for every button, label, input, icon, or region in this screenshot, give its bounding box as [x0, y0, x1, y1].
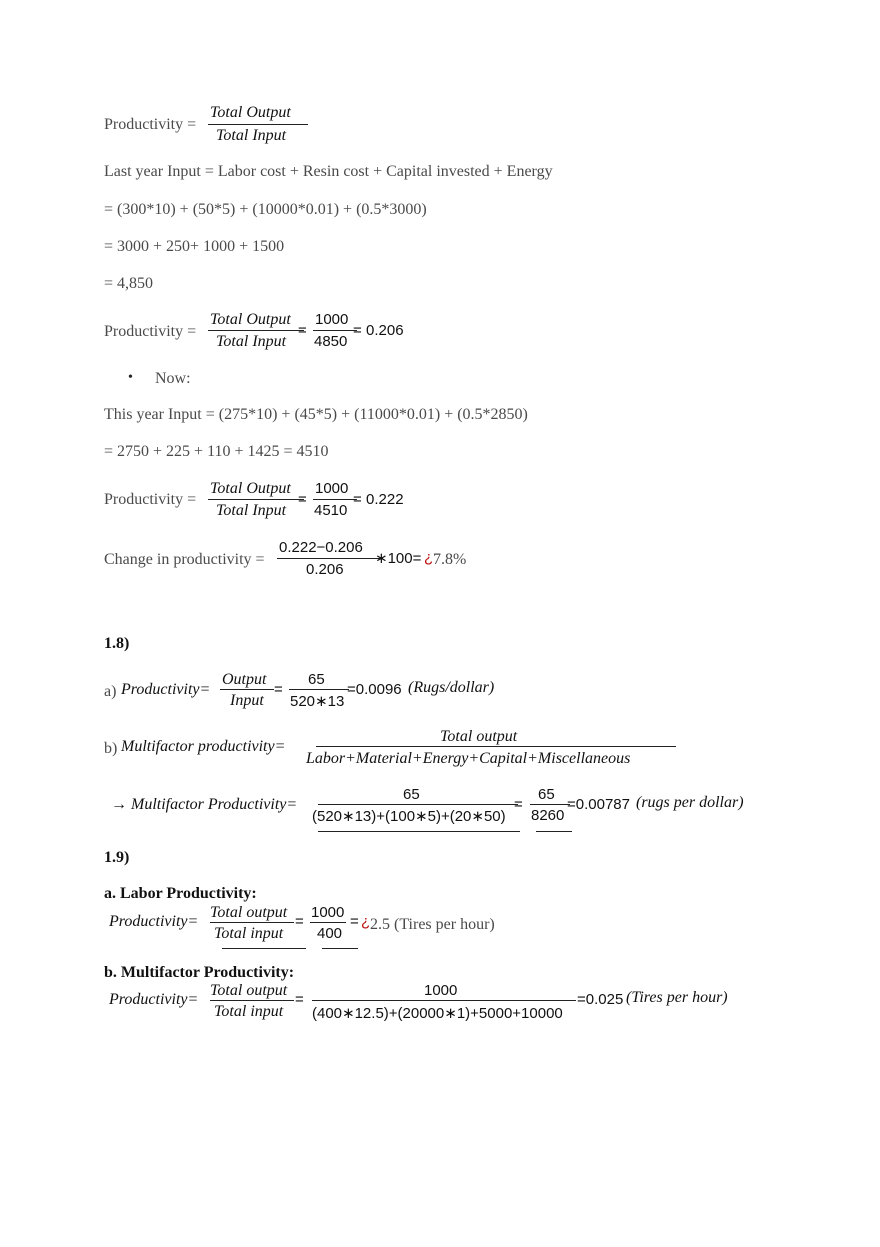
- item-label: a): [104, 683, 117, 700]
- fraction-denominator: 0.206: [306, 561, 344, 578]
- result-value: =0.0096: [347, 681, 402, 698]
- times-100: ∗100=: [375, 550, 422, 567]
- equals-sign: =: [353, 491, 362, 508]
- fraction-numerator: Total Output: [210, 104, 291, 121]
- fraction-numerator: Total output: [210, 982, 288, 999]
- fraction-bar: [220, 689, 274, 690]
- fraction-numerator: 65: [308, 671, 325, 688]
- fraction-numerator: 65: [403, 786, 420, 803]
- fraction-numerator: Total Output: [210, 311, 291, 328]
- calc-line: = 3000 + 250+ 1000 + 1500: [104, 238, 285, 255]
- change-label: Change in productivity =: [104, 551, 265, 568]
- fraction-bar: [210, 922, 294, 923]
- result-value: =0.025: [577, 991, 624, 1008]
- fraction-denominator: 520∗13: [290, 693, 345, 710]
- fraction-bar: [316, 746, 676, 747]
- fraction-denominator: Total input: [214, 1003, 284, 1020]
- fraction-denominator: 4850: [314, 333, 348, 350]
- fraction-denominator: 8260: [531, 807, 565, 824]
- equals-sign: =: [295, 991, 304, 1008]
- calc-line: = 2750 + 225 + 110 + 1425 = 4510: [104, 443, 329, 460]
- change-result: 7.8%: [433, 551, 467, 568]
- equals-sign: =: [298, 491, 307, 508]
- underline: [322, 948, 358, 949]
- fraction-numerator: 65: [538, 786, 555, 803]
- fraction-denominator: Total Input: [216, 127, 287, 144]
- fraction-bar: [312, 1000, 576, 1001]
- result-value: =0.00787: [567, 796, 630, 813]
- productivity-term: Productivity=: [109, 913, 199, 930]
- fraction-bar: [208, 124, 308, 125]
- fraction-denominator: Labor+Material+Energy+Capital+Miscellaneous: [306, 750, 631, 767]
- equals-sign: =: [295, 913, 304, 930]
- result-value: 2.5 (Tires per hour): [370, 916, 495, 933]
- equals-sign: =: [514, 796, 523, 813]
- fraction-denominator: 4510: [314, 502, 348, 519]
- fraction-denominator: (520∗13)+(100∗5)+(20∗50): [312, 808, 506, 825]
- item-label: b): [104, 740, 118, 757]
- fraction-bar: [289, 689, 349, 690]
- calc-line: = (300*10) + (50*5) + (10000*0.01) + (0.5*3000): [104, 201, 427, 218]
- unit-text: (Tires per hour): [626, 989, 728, 1006]
- underline: [318, 831, 520, 832]
- multifactor-term: Multifactor productivity=: [121, 738, 286, 755]
- result-value: 0.222: [366, 491, 404, 508]
- underline: [536, 831, 572, 832]
- equals-sign: =: [298, 322, 307, 339]
- fraction-denominator: Total Input: [216, 502, 287, 519]
- fraction-bar: [210, 1000, 294, 1001]
- fraction-numerator: Total output: [210, 904, 288, 921]
- now-label: Now:: [155, 370, 191, 387]
- fraction-bar: [313, 499, 357, 500]
- fraction-denominator: Total Input: [216, 333, 287, 350]
- fraction-bar: [277, 558, 383, 559]
- this-year-line: This year Input = (275*10) + (45*5) + (11000*0.01) + (0.5*2850): [104, 406, 528, 423]
- unit-text: (rugs per dollar): [636, 794, 744, 811]
- subsection-heading: b. Multifactor Productivity:: [104, 964, 295, 981]
- unit-text: (Rugs/dollar): [408, 679, 495, 696]
- calc-line: = 4,850: [104, 275, 154, 292]
- productivity-term: Productivity=: [121, 681, 211, 698]
- fraction-bar: [318, 804, 518, 805]
- fraction-numerator: Total Output: [210, 480, 291, 497]
- productivity-label: Productivity =: [104, 116, 197, 133]
- fraction-denominator: (400∗12.5)+(20000∗1)+5000+10000: [312, 1005, 563, 1022]
- equals-sign: =: [350, 913, 359, 930]
- equals-sign: =: [353, 322, 362, 339]
- productivity-label: Productivity =: [104, 491, 197, 508]
- fraction-numerator: 1000: [315, 311, 349, 328]
- fraction-denominator: Total input: [214, 925, 284, 942]
- subsection-heading: a. Labor Productivity:: [104, 885, 257, 902]
- fraction-bar: [530, 804, 570, 805]
- fraction-bar: [310, 922, 346, 923]
- inverted-question-glyph: ¿: [424, 549, 434, 566]
- underline: [222, 948, 306, 949]
- fraction-bar: [208, 330, 304, 331]
- fraction-numerator: 0.222−0.206: [279, 539, 363, 556]
- fraction-numerator: 1000: [424, 982, 458, 999]
- fraction-numerator: 1000: [311, 904, 345, 921]
- productivity-term: Productivity=: [109, 991, 199, 1008]
- bullet-icon: •: [128, 370, 133, 385]
- inverted-question-glyph: ¿: [361, 913, 371, 930]
- multifactor-term: → Multifactor Productivity=: [111, 796, 298, 813]
- fraction-numerator: Total output: [440, 728, 518, 745]
- equals-sign: =: [274, 681, 283, 698]
- fraction-bar: [313, 330, 357, 331]
- fraction-denominator: Input: [230, 692, 264, 709]
- last-year-line: Last year Input = Labor cost + Resin cost + Capital invested + Energy: [104, 163, 553, 180]
- fraction-denominator: 400: [317, 925, 343, 942]
- productivity-label: Productivity =: [104, 323, 197, 340]
- result-value: 0.206: [366, 322, 404, 339]
- fraction-numerator: 1000: [315, 480, 349, 497]
- fraction-bar: [208, 499, 304, 500]
- section-heading: 1.9): [104, 849, 130, 866]
- fraction-numerator: Output: [222, 671, 267, 688]
- section-heading: 1.8): [104, 635, 130, 652]
